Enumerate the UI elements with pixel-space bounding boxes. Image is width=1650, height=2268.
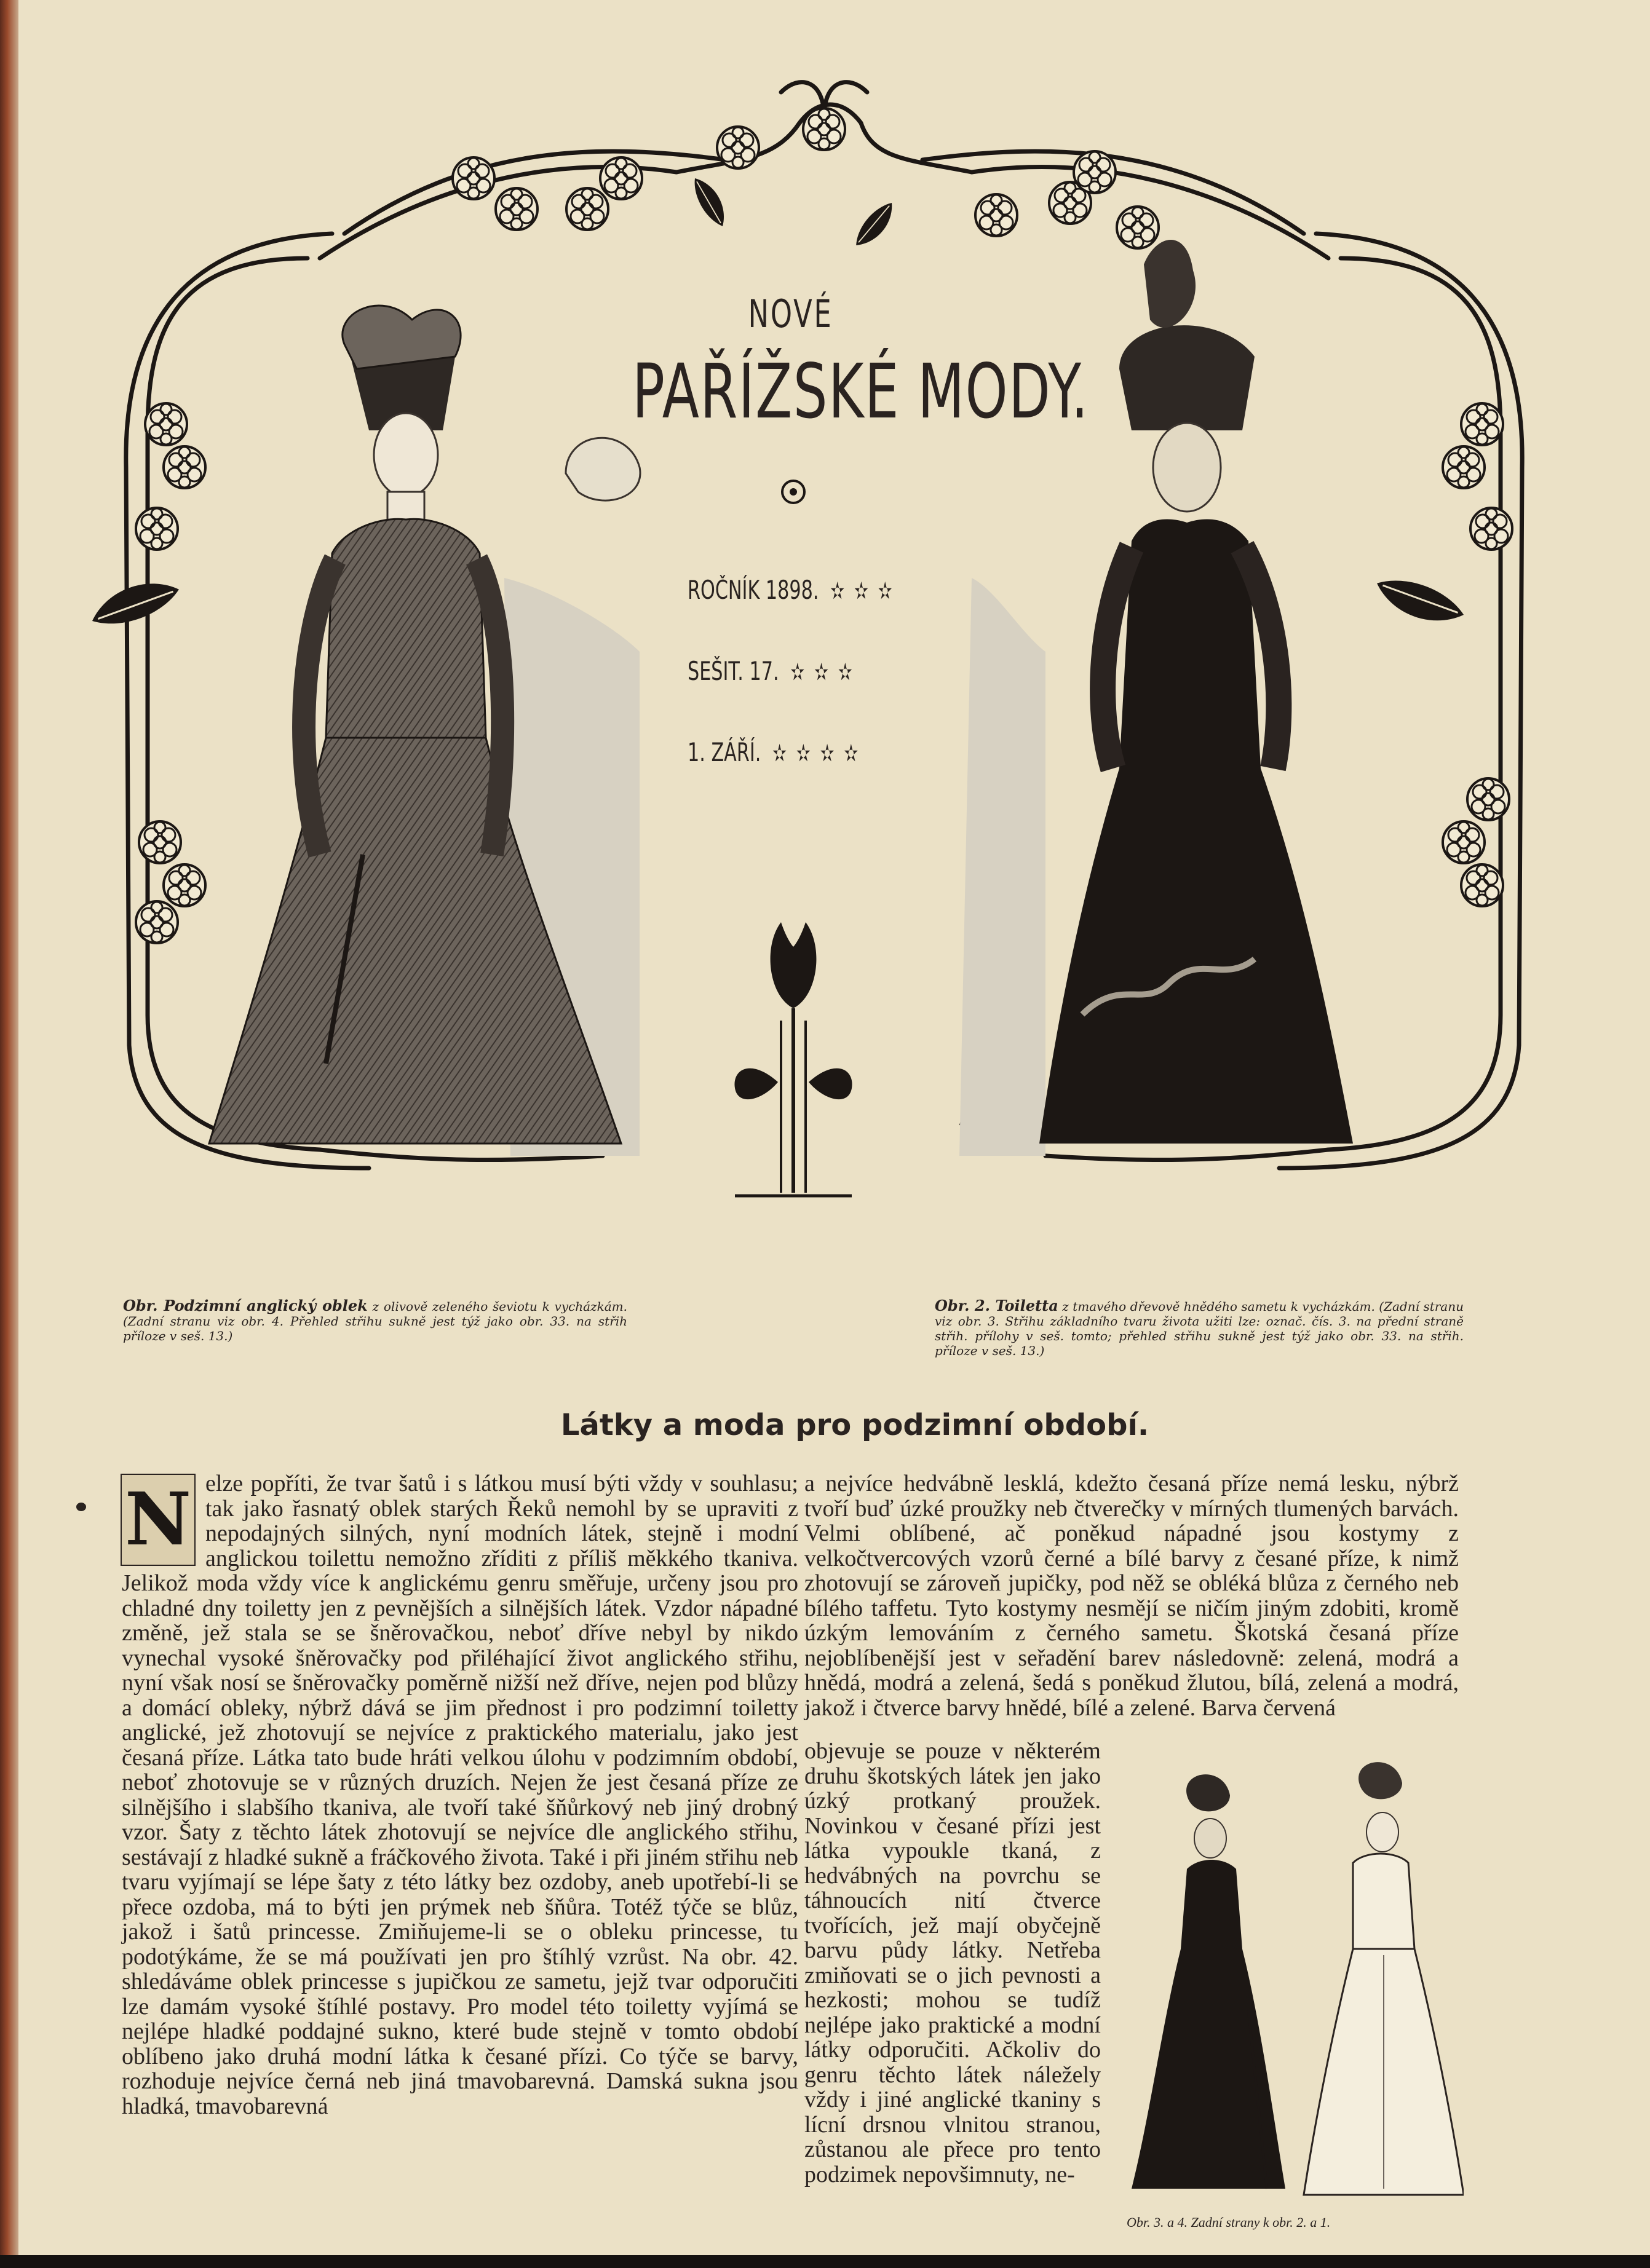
figure-1-text: z olivově zeleného ševiotu k vycházkám. (Zadní stranu viz obr. 4. Přehled střihu sukně jest týž jako obr. 33. na střih příloze v seš. 13.) bbox=[123, 1299, 627, 1343]
magazine-title: PAŘÍŽSKÉ MODY. bbox=[632, 348, 1090, 435]
figure-4-back bbox=[1304, 1762, 1464, 2195]
margin-dot bbox=[76, 1503, 86, 1511]
article-column-right bbox=[804, 1471, 1459, 1720]
leaf-icon bbox=[86, 572, 184, 634]
article-paragraph: elze popříti, že tvar šatů i s látkou musí býti vždy v souhlasu; tak jako řasnatý oblek starých Řeků nemohl by se upraviti z nepodajných silných, nyní modních látek, stejně i modní anglickou toilettu nemožno zříditi z příliš měkkého tkaniva. Jelikož moda vždy více k anglickému genru směřuje, určeny jsou pro chladné dny toiletty jen z pevnějších a silnějších látek. Vzdor nápadné změně, jež stala se se šněrovačkou, neboť dříve nebyl by nikdo vynechal vysoké šněrovačky pod přiléhající život anglického střihu, nyní však nosí se šněrovačky poměrně nižší než dříve, nejen pod blůzy a domácí obleky, nýbrž dává se jim přednost i pro podzimní toiletty anglické, jež zhotovují se nejvíce z praktického materialu, jako jest česaná příze. Látka tato bude hráti velkou úlohu v podzimním období, neboť zhotovuje se v různých druzích. Nejen že jest česaná příze ze silnějšího i slabšího tkaniva, ale tvoří také šňůrkový neb jiný drobný vzor. Šaty z těchto látek zhotovují se nejvíce dle anglického střihu, sestávají z hladké sukně a fráčkového života. Také i při jiném střihu neb tvaru vyjímají se lépe šaty z této látky bez ozdoby, aneb upotřebí-li se přece ozdoba, má to býti jen prýmek neb šňůra. Totéž týče se blůz, jakož i šatů princesse. Zmiňujeme-li se o obleku princesse, tu podotýkáme, že se má používati jen pro štíhlý vzrůst. Na obr. 42. shledáváme oblek princesse s jupičkou ze sametu, jejž tvar odporučiti lze damám vysoké štíhlé postavy. Pro model této toiletty vyjímá se nejlépe hladké poddajné sukno, které bude stejně v tomto období oblíbeno jako druhá modní látka k česané přízi. Co týče se barvy, rozhoduje nejvíce černá neb jiná tmavobarevná. Damská sukna jsou hladká, tmavobarevná bbox=[122, 1471, 798, 2119]
back-view-figures bbox=[1119, 1746, 1464, 2232]
figure-2-text: z tmavého dřevově hnědého sametu k vycházkám. (Zadní stranu viz obr. 3. Střihu základního tvaru života užiti lze: označ. čís. 3. na přední straně střih. přílohy v seš. tomto; přehled střihu sukně jest týž jako obr. 33. na střih. příloze v seš. 13.) bbox=[935, 1299, 1464, 1358]
article-paragraph: a nejvíce hedvábně lesklá, kdežto česaná příze nemá lesku, nýbrž tvoří buď úzké proužky neb čtverečky v mírných tlumených barvách. Velmi oblíbené, ač poněkud nápadné jsou kostymy z velkočtvercových vzorů černé a bílé barvy z česané příze, k nimž zhotovují se zároveň jupičky, pod něž se obléká blůza z černého neb bílého taffetu. Tyto kostymy nesmějí se ničím jiným zdobiti, kromě úzkým lemováním z černého sametu. Škotská česaná příze nejoblíbenější jest v seřadění barev následovně: zelená, modrá a hnědá, modrá a zelená, šedá s poněkud žlutou, bílá, zelená a modrá, jakož i čtverce barvy hnědé, bílé a zelené. Barva červená bbox=[804, 1471, 1459, 1721]
title-kicker: NOVÉ bbox=[748, 291, 833, 336]
leaf-icon bbox=[688, 173, 732, 231]
figure-1-label: Obr. Podzimní anglický oblek bbox=[123, 1297, 368, 1314]
figure-2-caption bbox=[935, 1298, 1464, 1358]
date-text: 1. ZÁŘÍ. bbox=[688, 737, 761, 767]
figure-2-label: Obr. 2. Toiletta bbox=[935, 1297, 1058, 1314]
leaf-icon bbox=[1371, 571, 1469, 633]
fashion-figure-1 bbox=[209, 306, 640, 1156]
figure-3-back bbox=[1132, 1774, 1285, 2189]
article-heading: Látky a moda pro podzimní období. bbox=[560, 1408, 1149, 1442]
leaf-icon bbox=[850, 197, 900, 252]
page-bottom-edge bbox=[0, 2255, 1650, 2268]
issue-text: SEŠIT. 17. bbox=[688, 656, 779, 686]
volume-text: ROČNÍK 1898. bbox=[688, 575, 819, 605]
star-icon: ✫✫✫✫ bbox=[772, 740, 868, 767]
star-icon: ✫✫✫ bbox=[790, 658, 862, 686]
date-line bbox=[688, 737, 868, 767]
issue-line bbox=[688, 656, 862, 686]
drop-cap: N bbox=[121, 1474, 196, 1566]
star-icon: ✫✫✫ bbox=[830, 577, 902, 604]
volume-line bbox=[688, 575, 902, 605]
article-column-left bbox=[122, 1471, 798, 2119]
figure-3-4-caption: Obr. 3. a 4. Zadní strany k obr. 2. a 1. bbox=[1127, 2215, 1331, 2230]
figure-1-caption bbox=[123, 1298, 627, 1343]
article-column-right-narrow bbox=[804, 1739, 1101, 2187]
article-paragraph: objevuje se pouze v některém druhu škotských látek jen jako úzký protkaný proužek. Novinkou v česané přízi jest látka vypoukle tkaná, z hedvábných na povrchu se táhnoucích nití čtverce tvořících, jež mají obyčejně barvu půdy látky. Netřeba zmiňovati se o jich pevnosti a hezkosti; mohou se tudíž nejlépe jako praktické a modní látky odporučiti. Ačkoliv do genru těchto látek náležely vždy i jiné anglické tkaniny s lícní drsnou vlnitou stranou, zůstanou ale přece pro tento podzimek nepovšimnuty, ne- bbox=[804, 1738, 1101, 2187]
